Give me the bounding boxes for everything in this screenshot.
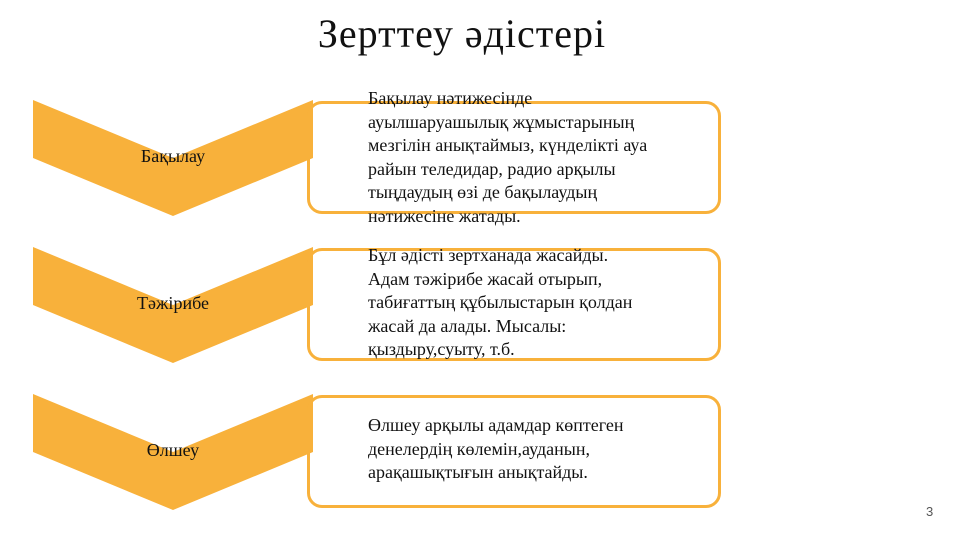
chevron-shape-measurement: [33, 394, 313, 510]
method-label-measurement: Өлшеу: [146, 439, 200, 460]
method-row-measurement: [0, 390, 960, 510]
method-row-experiment: [0, 243, 960, 363]
chevron-shape-experiment: [33, 247, 313, 363]
method-row-observation: [0, 88, 960, 226]
chevron-shape-observation: [33, 100, 313, 216]
method-description-observation: Бақылау нәтижесінде ауылшаруашылық жұмыстарының мезгілін анықтаймыз, күнделікті ауа райын теледидар, радио арқылы тыңдаудың өзі де бақылаудың нәтижесіне жатады.: [368, 88, 648, 226]
method-label-observation: Бақылау: [140, 145, 206, 166]
method-label-experiment: Тәжірибе: [137, 292, 209, 313]
page-number: 3: [926, 504, 934, 519]
method-description-experiment: Бұл әдісті зертханада жасайды. Адам тәжірибе жасай отырып, табиғаттың құбылыстарын қолдан жасай да алады. Мысалы: қыздыру,суыту, т.б.: [368, 245, 633, 359]
slide-title: Зерттеу әдістері: [317, 11, 607, 56]
method-description-measurement: Өлшеу арқылы адамдар көптеген денелердің көлемін,ауданын, арақашықтығын анықтайды.: [368, 415, 624, 482]
